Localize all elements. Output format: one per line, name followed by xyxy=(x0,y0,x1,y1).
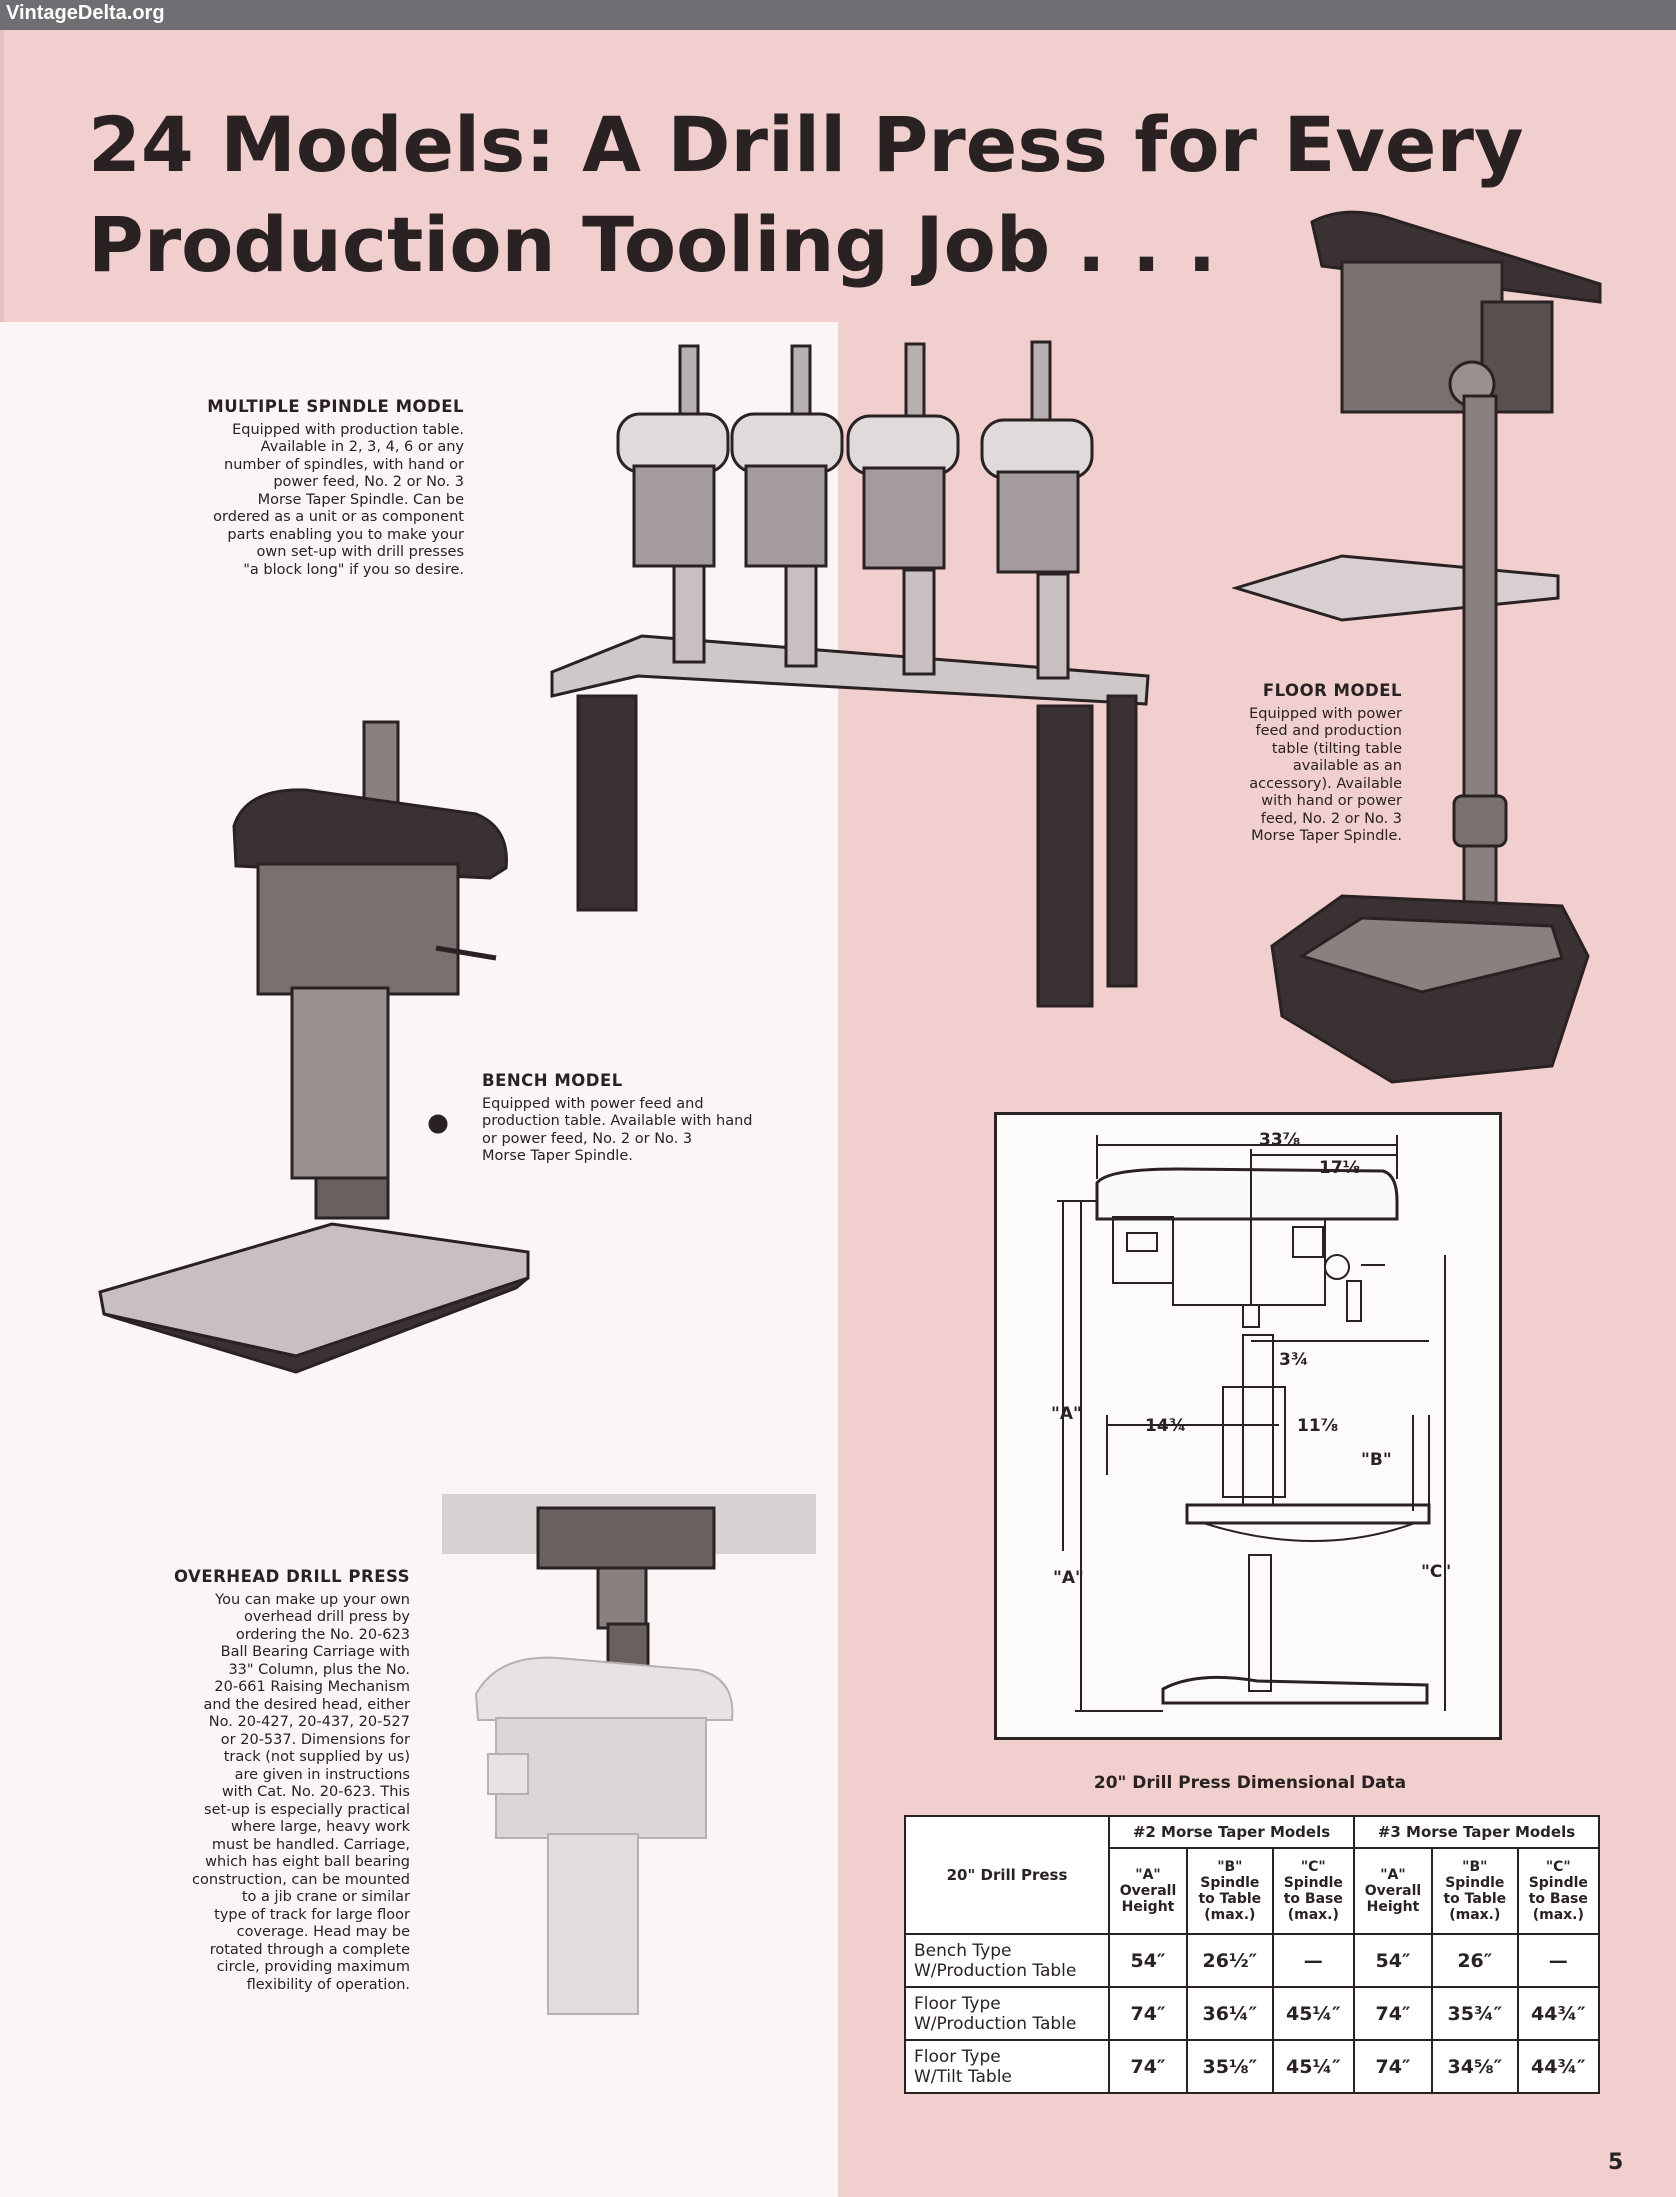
caption-line: feed and production xyxy=(1255,723,1402,739)
dimension-diagram xyxy=(994,1112,1502,1740)
row-label: Floor Type W/Tilt Table xyxy=(905,2040,1109,2093)
row-label: Bench Type W/Production Table xyxy=(905,1934,1109,1987)
bench-model-caption xyxy=(482,1072,822,1166)
caption-line: No. 20-427, 20-437, 20-527 xyxy=(208,1714,410,1730)
caption-line: 20-661 Raising Mechanism xyxy=(214,1679,410,1695)
col-header-c-2: "C" Spindle to Base (max.) xyxy=(1273,1848,1354,1934)
cell: 36¼″ xyxy=(1187,1987,1273,2040)
cell: 45¼″ xyxy=(1273,1987,1354,2040)
caption-line: type of track for large floor xyxy=(214,1906,410,1923)
cell: — xyxy=(1273,1934,1354,1987)
floor-model-drill-press-illustration xyxy=(1232,206,1608,1088)
group-header-2mt: #2 Morse Taper Models xyxy=(1109,1816,1354,1848)
site-label[interactable]: VintageDelta.org xyxy=(6,2,165,24)
caption-line: which has eight ball bearing xyxy=(205,1854,410,1870)
caption-line: production table. Available with hand xyxy=(482,1113,753,1129)
overhead-title: OVERHEAD DRILL PRESS xyxy=(173,1567,410,1586)
col-header-b-2: "B" Spindle to Table (max.) xyxy=(1187,1848,1273,1934)
table-title: 20" Drill Press Dimensional Data xyxy=(1093,1773,1407,1793)
cell: 35⅛″ xyxy=(1187,2040,1273,2093)
floor-model-title: FLOOR MODEL xyxy=(1262,681,1402,700)
multiple-spindle-title: MULTIPLE SPINDLE MODEL xyxy=(207,397,464,416)
cell: 74″ xyxy=(1109,1987,1187,2040)
caption-line: "a block long" if you so desire. xyxy=(243,561,464,578)
table-header-row xyxy=(905,1816,1599,1848)
caption-line: to a jib crane or similar xyxy=(241,1889,410,1905)
group-header-3mt: #3 Morse Taper Models xyxy=(1354,1816,1599,1848)
bench-model-title: BENCH MODEL xyxy=(482,1071,623,1090)
caption-line: Morse Taper Spindle. xyxy=(1251,828,1402,844)
cell: 54″ xyxy=(1109,1934,1187,1987)
dimensional-data-table xyxy=(904,1815,1600,2094)
table-row xyxy=(905,1934,1599,1987)
cell: 35¾″ xyxy=(1432,1987,1518,2040)
cell: 26″ xyxy=(1432,1934,1518,1987)
table-corner-header: 20" Drill Press xyxy=(905,1816,1109,1934)
caption-line: parts enabling you to make your xyxy=(227,526,464,543)
caption-line: ordered as a unit or as component xyxy=(213,509,464,525)
table-row xyxy=(905,2040,1599,2093)
caption-line: overhead drill press by xyxy=(243,1609,410,1625)
overhead-caption xyxy=(120,1568,410,1994)
caption-line: coverage. Head may be xyxy=(236,1924,410,1940)
cell: 45¼″ xyxy=(1273,2040,1354,2093)
label-b: "B" xyxy=(1361,1450,1392,1470)
caption-line: construction, can be mounted xyxy=(192,1871,410,1888)
caption-line: Equipped with power feed and xyxy=(482,1095,704,1112)
caption-line: Available in 2, 3, 4, 6 or any xyxy=(260,439,464,455)
caption-line: flexibility of operation. xyxy=(246,1976,410,1993)
multiple-spindle-caption xyxy=(150,398,464,579)
headline-line-1: 24 Models: A Drill Press for Every xyxy=(88,100,1524,189)
caption-line: must be handled. Carriage, xyxy=(211,1836,410,1853)
caption-line: are given in instructions xyxy=(234,1766,410,1783)
headline-line-2: Production Tooling Job . . . xyxy=(88,200,1217,289)
caption-line: Equipped with power xyxy=(1249,705,1402,722)
col-header-a-3: "A" Overall Height xyxy=(1354,1848,1432,1934)
caption-line: number of spindles, with hand or xyxy=(224,456,464,473)
col-header-a-2: "A" Overall Height xyxy=(1109,1848,1187,1934)
caption-line: or power feed, No. 2 or No. 3 xyxy=(482,1130,693,1147)
caption-line: Ball Bearing Carriage with xyxy=(220,1644,410,1660)
caption-line: ordering the No. 20-623 xyxy=(235,1626,410,1643)
caption-line: 33" Column, plus the No. xyxy=(228,1661,410,1678)
cell: 34⅝″ xyxy=(1432,2040,1518,2093)
label-a-upper: "A" xyxy=(1051,1404,1082,1424)
row-label: Floor Type W/Production Table xyxy=(905,1987,1109,2040)
caption-line: Equipped with production table. xyxy=(232,421,464,438)
cell: — xyxy=(1518,1934,1599,1987)
cell: 26½″ xyxy=(1187,1934,1273,1987)
cell: 44¾″ xyxy=(1518,2040,1599,2093)
label-a-lower: "A" xyxy=(1053,1568,1084,1588)
dim-head-half: 17⅛ xyxy=(1319,1158,1361,1178)
cell: 74″ xyxy=(1109,2040,1187,2093)
caption-line: with hand or power xyxy=(1261,793,1402,809)
dim-left: 14¾ xyxy=(1145,1416,1187,1436)
dim-overall-width: 33⅞ xyxy=(1259,1130,1301,1150)
dimension-diagram-drawing xyxy=(997,1115,1499,1737)
label-c: "C" xyxy=(1421,1562,1452,1582)
caption-line: and the desired head, either xyxy=(203,1696,410,1713)
caption-line: set-up is especially practical xyxy=(204,1801,410,1818)
page-number: 5 xyxy=(1608,2150,1624,2175)
caption-line: rotated through a complete xyxy=(209,1941,410,1958)
col-header-b-3: "B" Spindle to Table (max.) xyxy=(1432,1848,1518,1934)
multiple-spindle-drill-press-illustration xyxy=(548,336,1152,1012)
cell: 54″ xyxy=(1354,1934,1432,1987)
caption-line: accessory). Available xyxy=(1249,775,1402,792)
caption-line: available as an xyxy=(1292,758,1402,774)
dim-right: 11⅞ xyxy=(1297,1416,1339,1436)
dim-spindle-offset: 3¾ xyxy=(1279,1350,1309,1370)
caption-line: Morse Taper Spindle. xyxy=(482,1148,633,1164)
caption-line: where large, heavy work xyxy=(231,1819,410,1835)
caption-line: own set-up with drill presses xyxy=(256,544,464,560)
caption-line: or 20-537. Dimensions for xyxy=(220,1731,410,1748)
caption-line: Morse Taper Spindle. Can be xyxy=(257,491,464,508)
caption-line: table (tilting table xyxy=(1271,740,1402,757)
bench-model-drill-press-illustration xyxy=(96,718,532,1398)
caption-line: power feed, No. 2 or No. 3 xyxy=(273,474,464,490)
caption-line: circle, providing maximum xyxy=(216,1959,410,1975)
caption-line: feed, No. 2 or No. 3 xyxy=(1260,810,1402,827)
overhead-drill-press-illustration xyxy=(468,1504,768,2034)
caption-line: track (not supplied by us) xyxy=(223,1749,410,1765)
col-header-c-3: "C" Spindle to Base (max.) xyxy=(1518,1848,1599,1934)
cell: 44¾″ xyxy=(1518,1987,1599,2040)
caption-line: with Cat. No. 20-623. This xyxy=(221,1784,410,1800)
site-header-bar xyxy=(0,0,1676,30)
cell: 74″ xyxy=(1354,1987,1432,2040)
cell: 74″ xyxy=(1354,2040,1432,2093)
caption-line: You can make up your own xyxy=(215,1591,410,1608)
table-row xyxy=(905,1987,1599,2040)
